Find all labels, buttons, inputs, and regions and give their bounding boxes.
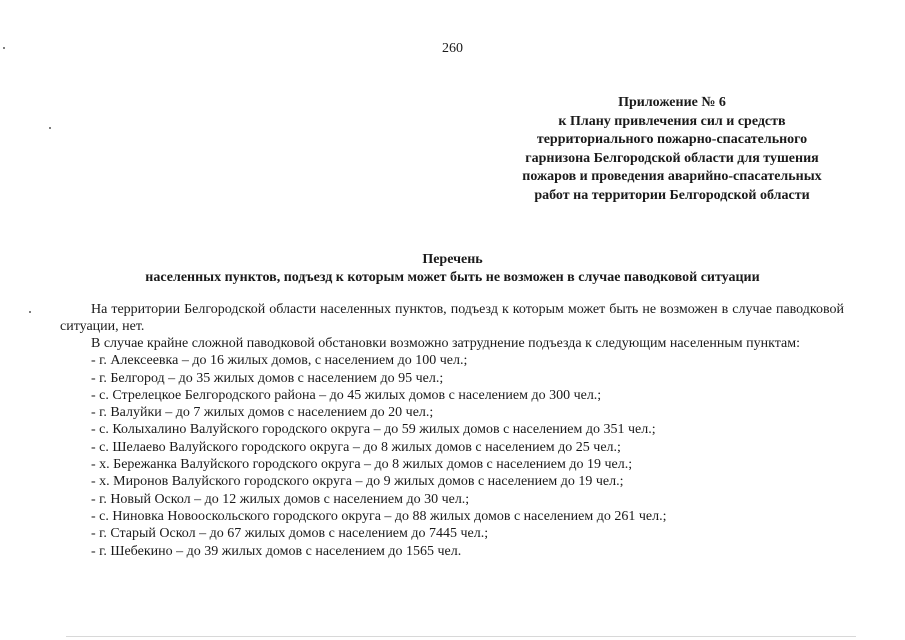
appendix-line: к Плану привлечения сил и средств [558,113,786,129]
appendix-line: гарнизона Белгородской области для тушения [525,150,819,166]
title-heading: Перечень [422,252,483,267]
scan-speck [29,311,31,313]
appendix-line: Приложение № 6 [618,95,726,110]
list-item: - с. Стрелецкое Белгородского района – до 45 жилых домов с населением до 300 чел.; [91,387,602,403]
list-item: - х. Бережанка Валуйского городского округа – до 8 жилых домов с населением до 19 чел.; [91,457,633,473]
appendix-line: территориального пожарно-спасательного [536,132,808,148]
list-item: - г. Новый Оскол – до 12 жилых домов с населением до 30 чел.; [91,491,470,507]
list-item: - г. Белгород – до 35 жилых домов с населением до 95 чел.; [91,370,444,386]
title-subheading: населенных пунктов, подъезд к которым может быть не возможен в случае паводковой ситуации [145,270,760,285]
list-item: - г. Шебекино – до 39 жилых домов с населением до 1565 чел. [91,543,462,559]
appendix-line: пожаров и проведения аварийно-спасательных [522,169,822,185]
body-paragraph: В случае крайне сложной паводковой обстановки возможно затруднение подъезда к следующим населенным пунктам: [91,336,800,352]
list-item: - х. Миронов Валуйского городского округа – до 9 жилых домов с населением до 19 чел.; [91,474,624,490]
scan-speck [49,127,51,129]
body-paragraph: На территории Белгородской области населенных пунктов, подъезд к которым может быть не возможен в случае паводковой ситуации, нет. [60,302,844,335]
list-item: - с. Ниновка Новооскольского городского округа – до 88 жилых домов с населением до 261 чел.; [91,508,667,524]
list-item: - г. Валуйки – до 7 жилых домов с населением до 20 чел.; [91,405,434,421]
list-item: - г. Старый Оскол – до 67 жилых домов с населением до 7445 чел.; [91,526,489,542]
page-number: 260 [442,41,463,56]
scan-edge-line [66,636,856,637]
list-item: - с. Колыхалино Валуйского городского округа – до 59 жилых домов с населением до 351 чел.; [91,422,656,438]
document-title [0,251,905,287]
appendix-header [482,94,862,206]
scan-speck [3,47,5,49]
document-body [60,301,844,560]
settlement-list [60,352,844,560]
list-item: - г. Алексеевка – до 16 жилых домов, с населением до 100 чел.; [91,353,468,369]
appendix-line: работ на территории Белгородской области [534,187,810,203]
list-item: - с. Шелаево Валуйского городского округа – до 8 жилых домов с населением до 25 чел.; [91,439,621,455]
